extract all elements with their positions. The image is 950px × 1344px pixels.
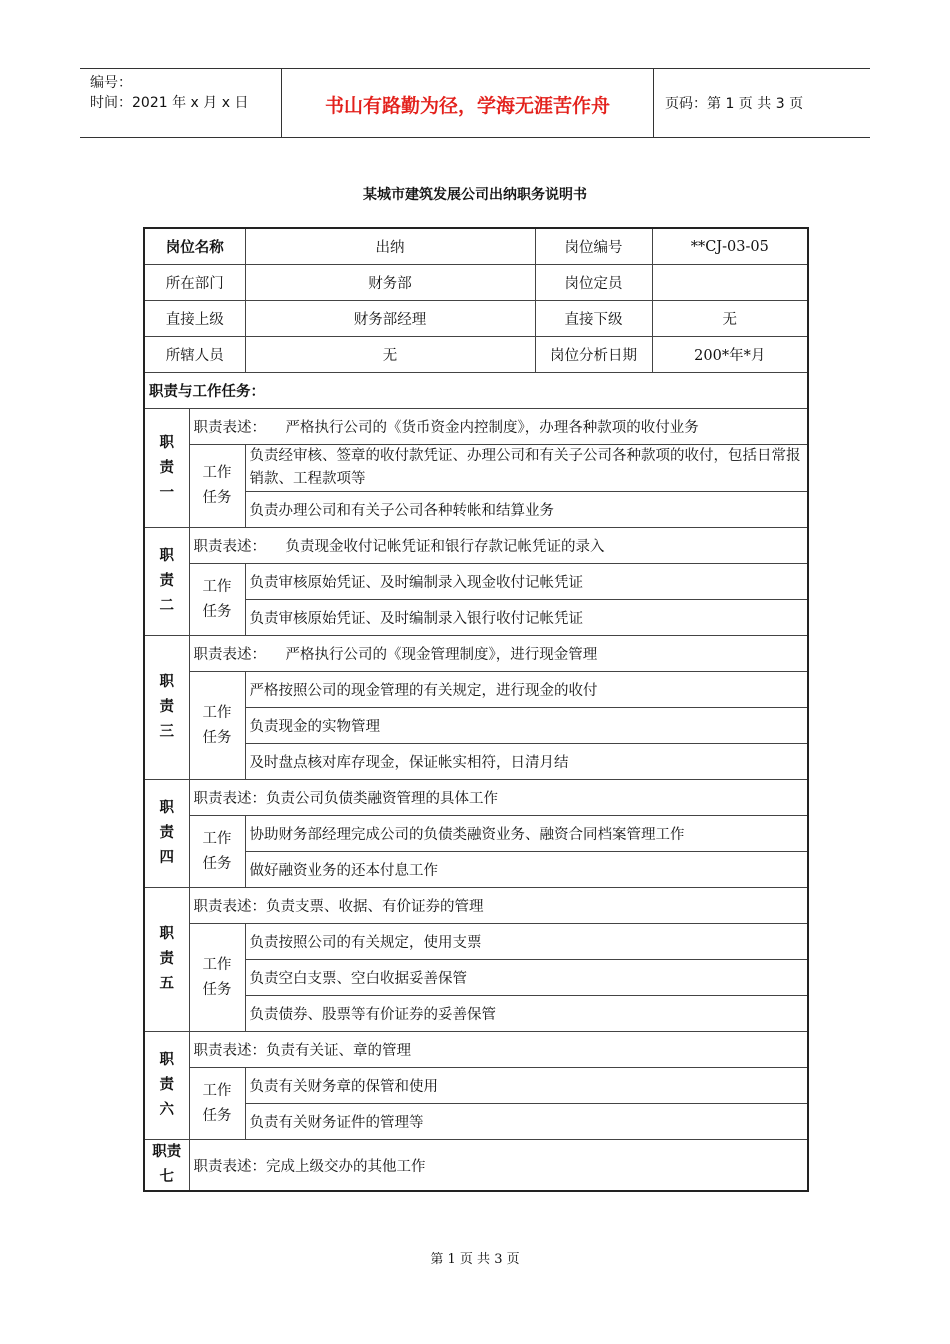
time-label: 时间：2021 年 x 月 x 日 xyxy=(90,95,249,111)
duty-statement-row xyxy=(144,888,808,924)
superior-label: 直接上级 xyxy=(144,301,245,337)
task-text: 及时盘点核对库存现金，保证帐实相符，日清月结 xyxy=(245,744,808,780)
job-description-table xyxy=(143,227,809,1192)
date-label: 岗位分析日期 xyxy=(535,337,652,373)
task-label: 工作 任务 xyxy=(189,672,245,780)
statement-label: 职责表述： xyxy=(193,539,266,555)
task-row xyxy=(144,672,808,708)
duty-statement-row xyxy=(144,780,808,816)
duty-name: 职 责 四 xyxy=(144,780,189,888)
post-no-label: 岗位编号 xyxy=(535,228,652,265)
statement-label: 职责表述： xyxy=(193,791,266,807)
page-header xyxy=(80,68,870,138)
header-divider xyxy=(653,69,654,137)
duty-statement xyxy=(189,888,808,924)
statement-text: 严格执行公司的《现金管理制度》，进行现金管理 xyxy=(285,647,598,663)
info-row xyxy=(144,301,808,337)
statement-text: 负责公司负债类融资管理的具体工作 xyxy=(266,791,498,807)
task-label: 工作 任务 xyxy=(189,816,245,888)
date-value: 200*年*月 xyxy=(652,337,808,373)
header-page-info: 页码：第 1 页 共 3 页 xyxy=(665,96,804,112)
page-footer: 第 1 页 共 3 页 xyxy=(430,1252,520,1267)
section-row xyxy=(144,373,808,409)
task-text: 负责办理公司和有关子公司各种转帐和结算业务 xyxy=(245,492,808,528)
task-text: 负责现金的实物管理 xyxy=(245,708,808,744)
duty-statement xyxy=(189,1032,808,1068)
statement-label: 职责表述： xyxy=(193,899,266,915)
duty-name: 职 责 三 xyxy=(144,636,189,780)
statement-label: 职责表述： xyxy=(193,1158,266,1175)
task-text: 负责按照公司的有关规定，使用支票 xyxy=(245,924,808,960)
duty-statement-row xyxy=(144,636,808,672)
info-row xyxy=(144,265,808,301)
quota-label: 岗位定员 xyxy=(535,265,652,301)
subordinate-label: 直接下级 xyxy=(535,301,652,337)
duty-statement xyxy=(189,780,808,816)
statement-text: 完成上级交办的其他工作 xyxy=(266,1158,426,1175)
task-label: 工作 任务 xyxy=(189,445,245,528)
header-motto: 书山有路勤为径，学海无涯苦作舟 xyxy=(324,95,610,117)
statement-text: 负责现金收付记帐凭证和银行存款记帐凭证的录入 xyxy=(285,539,605,555)
info-row xyxy=(144,228,808,265)
staff-value: 无 xyxy=(245,337,535,373)
task-row xyxy=(144,816,808,852)
task-row xyxy=(144,564,808,600)
duty-name: 职 责 五 xyxy=(144,888,189,1032)
duty-name: 职 责 六 xyxy=(144,1032,189,1140)
task-text: 负责有关财务证件的管理等 xyxy=(245,1104,808,1140)
duty-statement xyxy=(189,528,808,564)
task-text: 负责债券、股票等有价证券的妥善保管 xyxy=(245,996,808,1032)
duty-statement xyxy=(189,1140,808,1192)
statement-label: 职责表述： xyxy=(193,420,266,436)
task-text: 负责审核原始凭证、及时编制录入现金收付记帐凭证 xyxy=(245,564,808,600)
duty-statement xyxy=(189,636,808,672)
duty-statement-row xyxy=(144,1032,808,1068)
duty-name: 职责 七 xyxy=(144,1140,189,1192)
task-label: 工作 任务 xyxy=(189,564,245,636)
task-text: 严格按照公司的现金管理的有关规定，进行现金的收付 xyxy=(245,672,808,708)
info-row xyxy=(144,337,808,373)
task-label: 工作 任务 xyxy=(189,924,245,1032)
task-row xyxy=(144,1068,808,1104)
staff-label: 所辖人员 xyxy=(144,337,245,373)
subordinate-value: 无 xyxy=(652,301,808,337)
quota-value xyxy=(652,265,808,301)
duty-statement-row xyxy=(144,409,808,445)
superior-value: 财务部经理 xyxy=(245,301,535,337)
duty-statement xyxy=(189,409,808,445)
statement-text: 负责支票、收据、有价证券的管理 xyxy=(266,899,484,915)
document-title: 某城市建筑发展公司出纳职务说明书 xyxy=(363,187,587,203)
task-text: 协助财务部经理完成公司的负债类融资业务、融资合同档案管理工作 xyxy=(245,816,808,852)
post-name-value: 出纳 xyxy=(245,228,535,265)
task-text: 负责经审核、签章的收付款凭证、办理公司和有关子公司各种款项的收付，包括日常报销款、工程款项等 xyxy=(245,445,808,492)
dept-value: 财务部 xyxy=(245,265,535,301)
section-title: 职责与工作任务： xyxy=(144,373,808,409)
duty-name: 职 责 一 xyxy=(144,409,189,528)
task-row xyxy=(144,445,808,492)
task-row xyxy=(144,924,808,960)
task-text: 负责审核原始凭证、及时编制录入银行收付记帐凭证 xyxy=(245,600,808,636)
duty-name: 职 责 二 xyxy=(144,528,189,636)
serial-label: 编号： xyxy=(90,75,132,91)
statement-label: 职责表述： xyxy=(193,1043,266,1059)
post-name-label: 岗位名称 xyxy=(144,228,245,265)
post-no-value: **CJ-03-05 xyxy=(652,228,808,265)
task-text: 负责有关财务章的保管和使用 xyxy=(245,1068,808,1104)
task-text: 负责空白支票、空白收据妥善保管 xyxy=(245,960,808,996)
task-label: 工作 任务 xyxy=(189,1068,245,1140)
statement-label: 职责表述： xyxy=(193,647,266,663)
dept-label: 所在部门 xyxy=(144,265,245,301)
statement-text: 负责有关证、章的管理 xyxy=(266,1043,411,1059)
statement-text: 严格执行公司的《货币资金内控制度》，办理各种款项的收付业务 xyxy=(285,420,699,436)
duty-statement-row xyxy=(144,1140,808,1192)
task-text: 做好融资业务的还本付息工作 xyxy=(245,852,808,888)
duty-statement-row xyxy=(144,528,808,564)
header-meta xyxy=(90,73,248,113)
